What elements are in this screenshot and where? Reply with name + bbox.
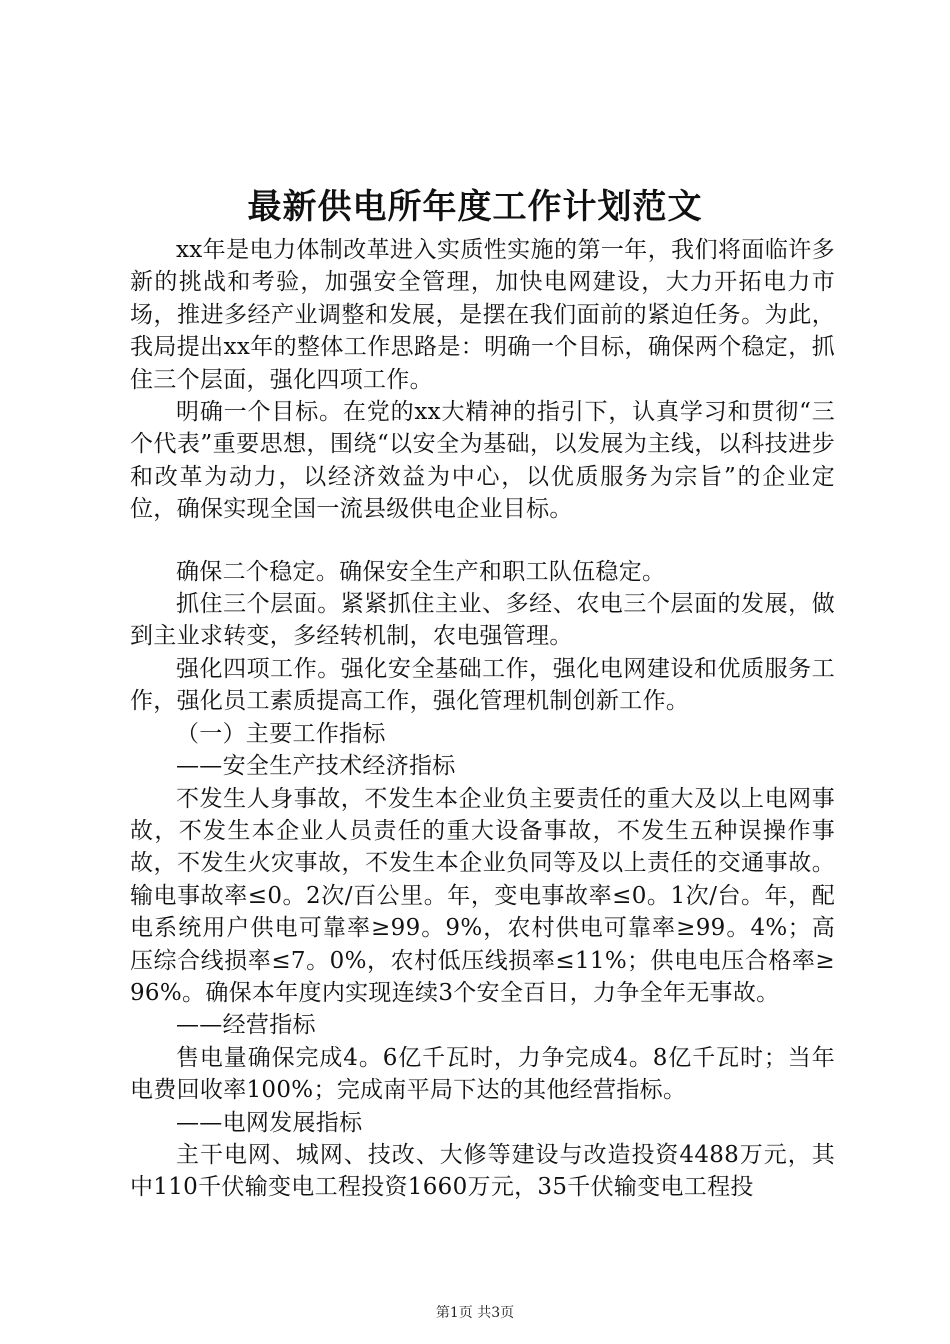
tasks-paragraph: 强化四项工作。强化安全基础工作，强化电网建设和优质服务工作，强化员工素质提高工作，强化管理机制创新工作。: [130, 655, 835, 715]
stability-paragraph: 确保二个稳定。确保安全生产和职工队伍稳定。: [176, 558, 666, 585]
section-heading-main-indicators: （一）主要工作指标: [176, 720, 386, 747]
goal-paragraph: 明确一个目标。在党的xx大精神的指引下，认真学习和贯彻“三个代表”重要思想，围绕“以安全为基础，以发展为主线，以科技进步和改革为动力，以经济效益为中心，以优质服务为宗旨”的企业定位，确保实现全国一流县级供电企业目标。: [130, 399, 835, 523]
intro-paragraph: xx年是电力体制改革进入实质性实施的第一年，我们将面临许多新的挑战和考验，加强安全管理，加快电网建设，大力开拓电力市场，推进多经产业调整和发展，是摆在我们面前的紧迫任务。为此，我局提出xx年的整体工作思路是：明确一个目标，确保两个稳定，抓住三个层面，强化四项工作。: [130, 237, 835, 393]
levels-paragraph: 抓住三个层面。紧紧抓住主业、多经、农电三个层面的发展，做到主业求转变，多经转机制，农电强管理。: [130, 591, 835, 650]
page-footer: 第1页 共3页: [435, 1305, 515, 1321]
subheading-grid-indicators: ——电网发展指标: [176, 1109, 363, 1136]
subheading-business-indicators: ——经营指标: [176, 1012, 316, 1039]
subheading-safety-indicators: ——安全生产技术经济指标: [176, 753, 456, 780]
document-body: [130, 234, 835, 1204]
business-indicators-paragraph: 售电量确保完成4。6亿千瓦时，力争完成4。8亿千瓦时；当年电费回收率100%；完成南平局下达的其他经营指标。: [130, 1044, 835, 1104]
safety-indicators-paragraph: 不发生人身事故，不发生本企业负主要责任的重大及以上电网事故，不发生本企业人员责任的重大设备事故，不发生五种误操作事故，不发生火灾事故，不发生本企业负同等及以上责任的交通事故。输电事故率≤0。2次/百公里。年，变电事故率≤0。1次/台。年，配电系统用户供电可靠率≥99。9%，农村供电可靠率≥99。4%；高压综合线损率≤7。0%，农村低压线损率≤11%；供电电压合格率≥96%。确保本年度内实现连续3个安全百日，力争全年无事故。: [130, 785, 835, 1006]
grid-indicators-paragraph: 主干电网、城网、技改、大修等建设与改造投资4488万元，其中110千伏输变电工程投资1660万元，35千伏输变电工程投: [130, 1141, 835, 1201]
document-title: 最新供电所年度工作计划范文: [247, 187, 703, 227]
